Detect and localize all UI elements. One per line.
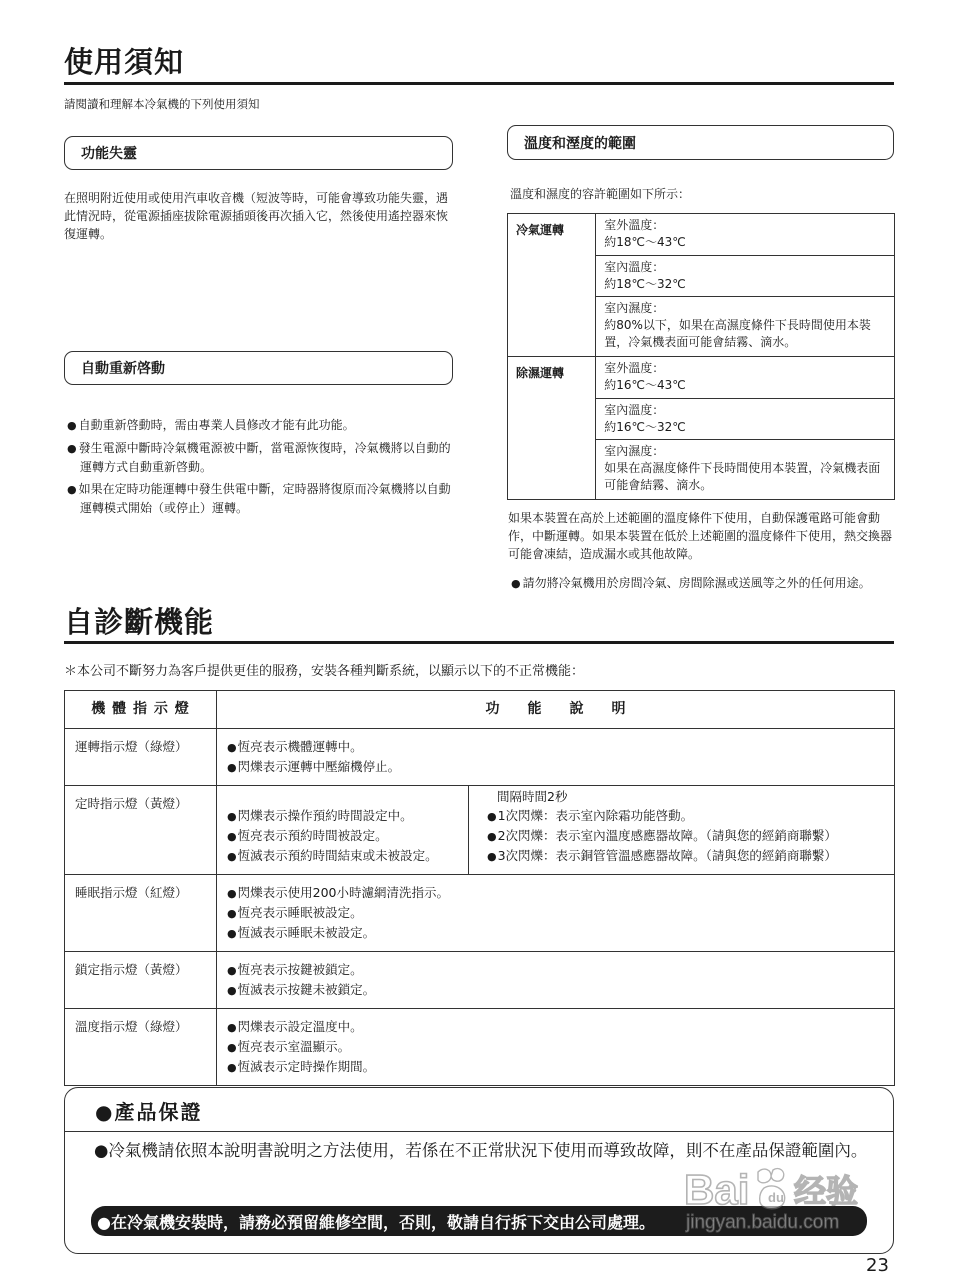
dehumid-outdoor-temp: 室外溫度： 約16℃～43℃ (596, 357, 895, 399)
cooling-outdoor-temp: 室外溫度： 約18℃～43℃ (596, 214, 895, 256)
list-item: ● 1次閃爍：表示室內除霜功能啓動。 (487, 806, 890, 826)
list-item: ● 恆滅表示按鍵未被鎖定。 (227, 980, 886, 1000)
diagnosis-rule (64, 641, 894, 644)
page-number: 23 (866, 1255, 889, 1276)
restart-heading (64, 351, 453, 385)
page-intro: 請閱讀和理解本冷氣機的下列使用須知 (64, 97, 260, 111)
list-item: ● 恆亮表示睡眠被設定。 (227, 903, 886, 923)
dehumid-indoor-temp: 室內溫度： 約16℃～32℃ (596, 399, 895, 440)
desc-timer (217, 786, 469, 875)
interval-label: 間隔時間2秒 (497, 789, 568, 804)
table-row (65, 952, 895, 1009)
cooling-indoor-humidity: 室內濕度： 約80%以下，如果在高濕度條件下長時間使用本裝置，冷氣機表面可能會結霧、滴水。 (596, 297, 895, 357)
restart-item: ● 自動重新啓動時，需由專業人員修改才能有此功能。 (64, 416, 456, 435)
table-row (65, 729, 895, 786)
list-item: ● 恆滅表示睡眠未被設定。 (227, 923, 886, 943)
diagnosis-table (64, 690, 895, 1086)
range-intro: 溫度和濕度的容許範圍如下所示： (510, 187, 691, 201)
warranty-title: ●產品保證 (95, 1100, 203, 1124)
desc-run (217, 729, 895, 786)
list-item: ● 恆亮表示機體運轉中。 (227, 737, 886, 757)
cooling-label: 冷氣運轉 (508, 214, 596, 357)
table-row (65, 1009, 895, 1086)
range-table (507, 213, 895, 500)
restart-title: 自動重新啓動 (81, 361, 165, 377)
diagnosis-title: 自診斷機能 (64, 605, 215, 639)
column-header-function: 功 能 說 明 (217, 691, 895, 729)
restart-item: ● 如果在定時功能運轉中發生供電中斷，定時器將復原而冷氣機將以自動運轉模式開始（或停止）運轉。 (64, 480, 456, 517)
malfunction-heading (64, 136, 453, 170)
column-header-indicator: 機 體 指 示 燈 (65, 691, 217, 729)
desc-lock (217, 952, 895, 1009)
indicator-lock: 鎖定指示燈（黃燈） (65, 952, 217, 1009)
range-note: 如果本裝置在高於上述範圍的溫度條件下使用，自動保護電路可能會動作，中斷運轉。如果本裝置在低於上述範圍的溫度條件下使用，熱交換器可能會凍結，造成漏水或其他故障。 (508, 511, 893, 561)
list-item: ● 恆亮表示預約時間被設定。 (227, 826, 464, 846)
table-row (65, 786, 895, 875)
restart-item: ● 發生電源中斷時冷氣機電源被中斷，當電源恢復時，冷氣機將以自動的運轉方式自動重新啓動。 (64, 439, 456, 476)
title-rule (64, 82, 894, 85)
table-row (508, 357, 895, 399)
list-item: ● 恆亮表示室溫顯示。 (227, 1037, 886, 1057)
desc-sleep (217, 875, 895, 952)
table-row (65, 875, 895, 952)
range-heading (507, 125, 894, 160)
dehumid-label: 除濕運轉 (508, 357, 596, 500)
malfunction-text: 在照明附近使用或使用汽車收音機（短波等時，可能會導致功能失靈，遇此情況時，從電源插座拔除電源插頭後再次插入它，然後使用遙控器來恢復運轉。 (64, 191, 449, 241)
restart-list (64, 416, 456, 521)
indicator-temp: 溫度指示燈（綠燈） (65, 1009, 217, 1086)
desc-timer-flash (469, 786, 895, 875)
list-item: ● 恆滅表示定時操作期間。 (227, 1057, 886, 1077)
indicator-run: 運轉指示燈（綠燈） (65, 729, 217, 786)
dehumid-indoor-humidity: 室內濕度： 如果在高濕度條件下長時間使用本裝置，冷氣機表面可能會結霧、滴水。 (596, 440, 895, 500)
cooling-indoor-temp: 室內溫度： 約18℃～32℃ (596, 256, 895, 297)
list-item: ● 閃爍表示運轉中壓縮機停止。 (227, 757, 886, 777)
list-item: ● 恆滅表示預約時間結束或未被設定。 (227, 846, 464, 866)
desc-temp (217, 1009, 895, 1086)
diagnosis-intro: ＊本公司不斷努力為客戶提供更佳的服務，安裝各種判斷系統，以顯示以下的不正常機能： (64, 664, 585, 679)
list-item: ● 2次閃爍：表示室內溫度感應器故障。（請與您的經銷商聯繫） (487, 826, 890, 846)
baidu-watermark-logo (676, 1156, 896, 1246)
watermark-brand: Bai (684, 1166, 750, 1213)
warranty-text: ●冷氣機請依照本說明書說明之方法使用，若係在不正常狀況下使用而導致故障，則不在產品保證範圍內。 (94, 1141, 868, 1160)
list-item: ● 閃爍表示操作預約時間設定中。 (227, 806, 464, 826)
list-item: ● 3次閃爍：表示銅管管溫感應器故障。（請與您的經銷商聯繫） (487, 846, 890, 866)
indicator-timer: 定時指示燈（黃燈） (65, 786, 217, 875)
table-row (508, 214, 895, 256)
warranty-notice: ●在冷氣機安裝時，請務必預留維修空間，否則，敬請自行拆下交由公司處理。 (97, 1212, 655, 1232)
table-header-row (65, 691, 895, 729)
malfunction-title: 功能失靈 (81, 146, 137, 162)
watermark-brand2: du (768, 1190, 784, 1205)
page-title: 使用須知 (64, 45, 185, 79)
warranty-rule (65, 1131, 893, 1132)
range-warning-list (508, 574, 896, 597)
watermark-cn: 经验 (794, 1172, 859, 1210)
list-item: ● 恆亮表示按鍵被鎖定。 (227, 960, 886, 980)
list-item: ● 閃爍表示設定溫度中。 (227, 1017, 886, 1037)
list-item: ● 閃爍表示使用200小時濾網清洗指示。 (227, 883, 886, 903)
indicator-sleep: 睡眠指示燈（紅燈） (65, 875, 217, 952)
watermark-url: jingyan.baidu.com (686, 1212, 840, 1233)
range-warning: ● 請勿將冷氣機用於房間冷氣、房間除濕或送風等之外的任何用途。 (508, 574, 896, 593)
range-title: 溫度和溼度的範圍 (524, 135, 636, 152)
